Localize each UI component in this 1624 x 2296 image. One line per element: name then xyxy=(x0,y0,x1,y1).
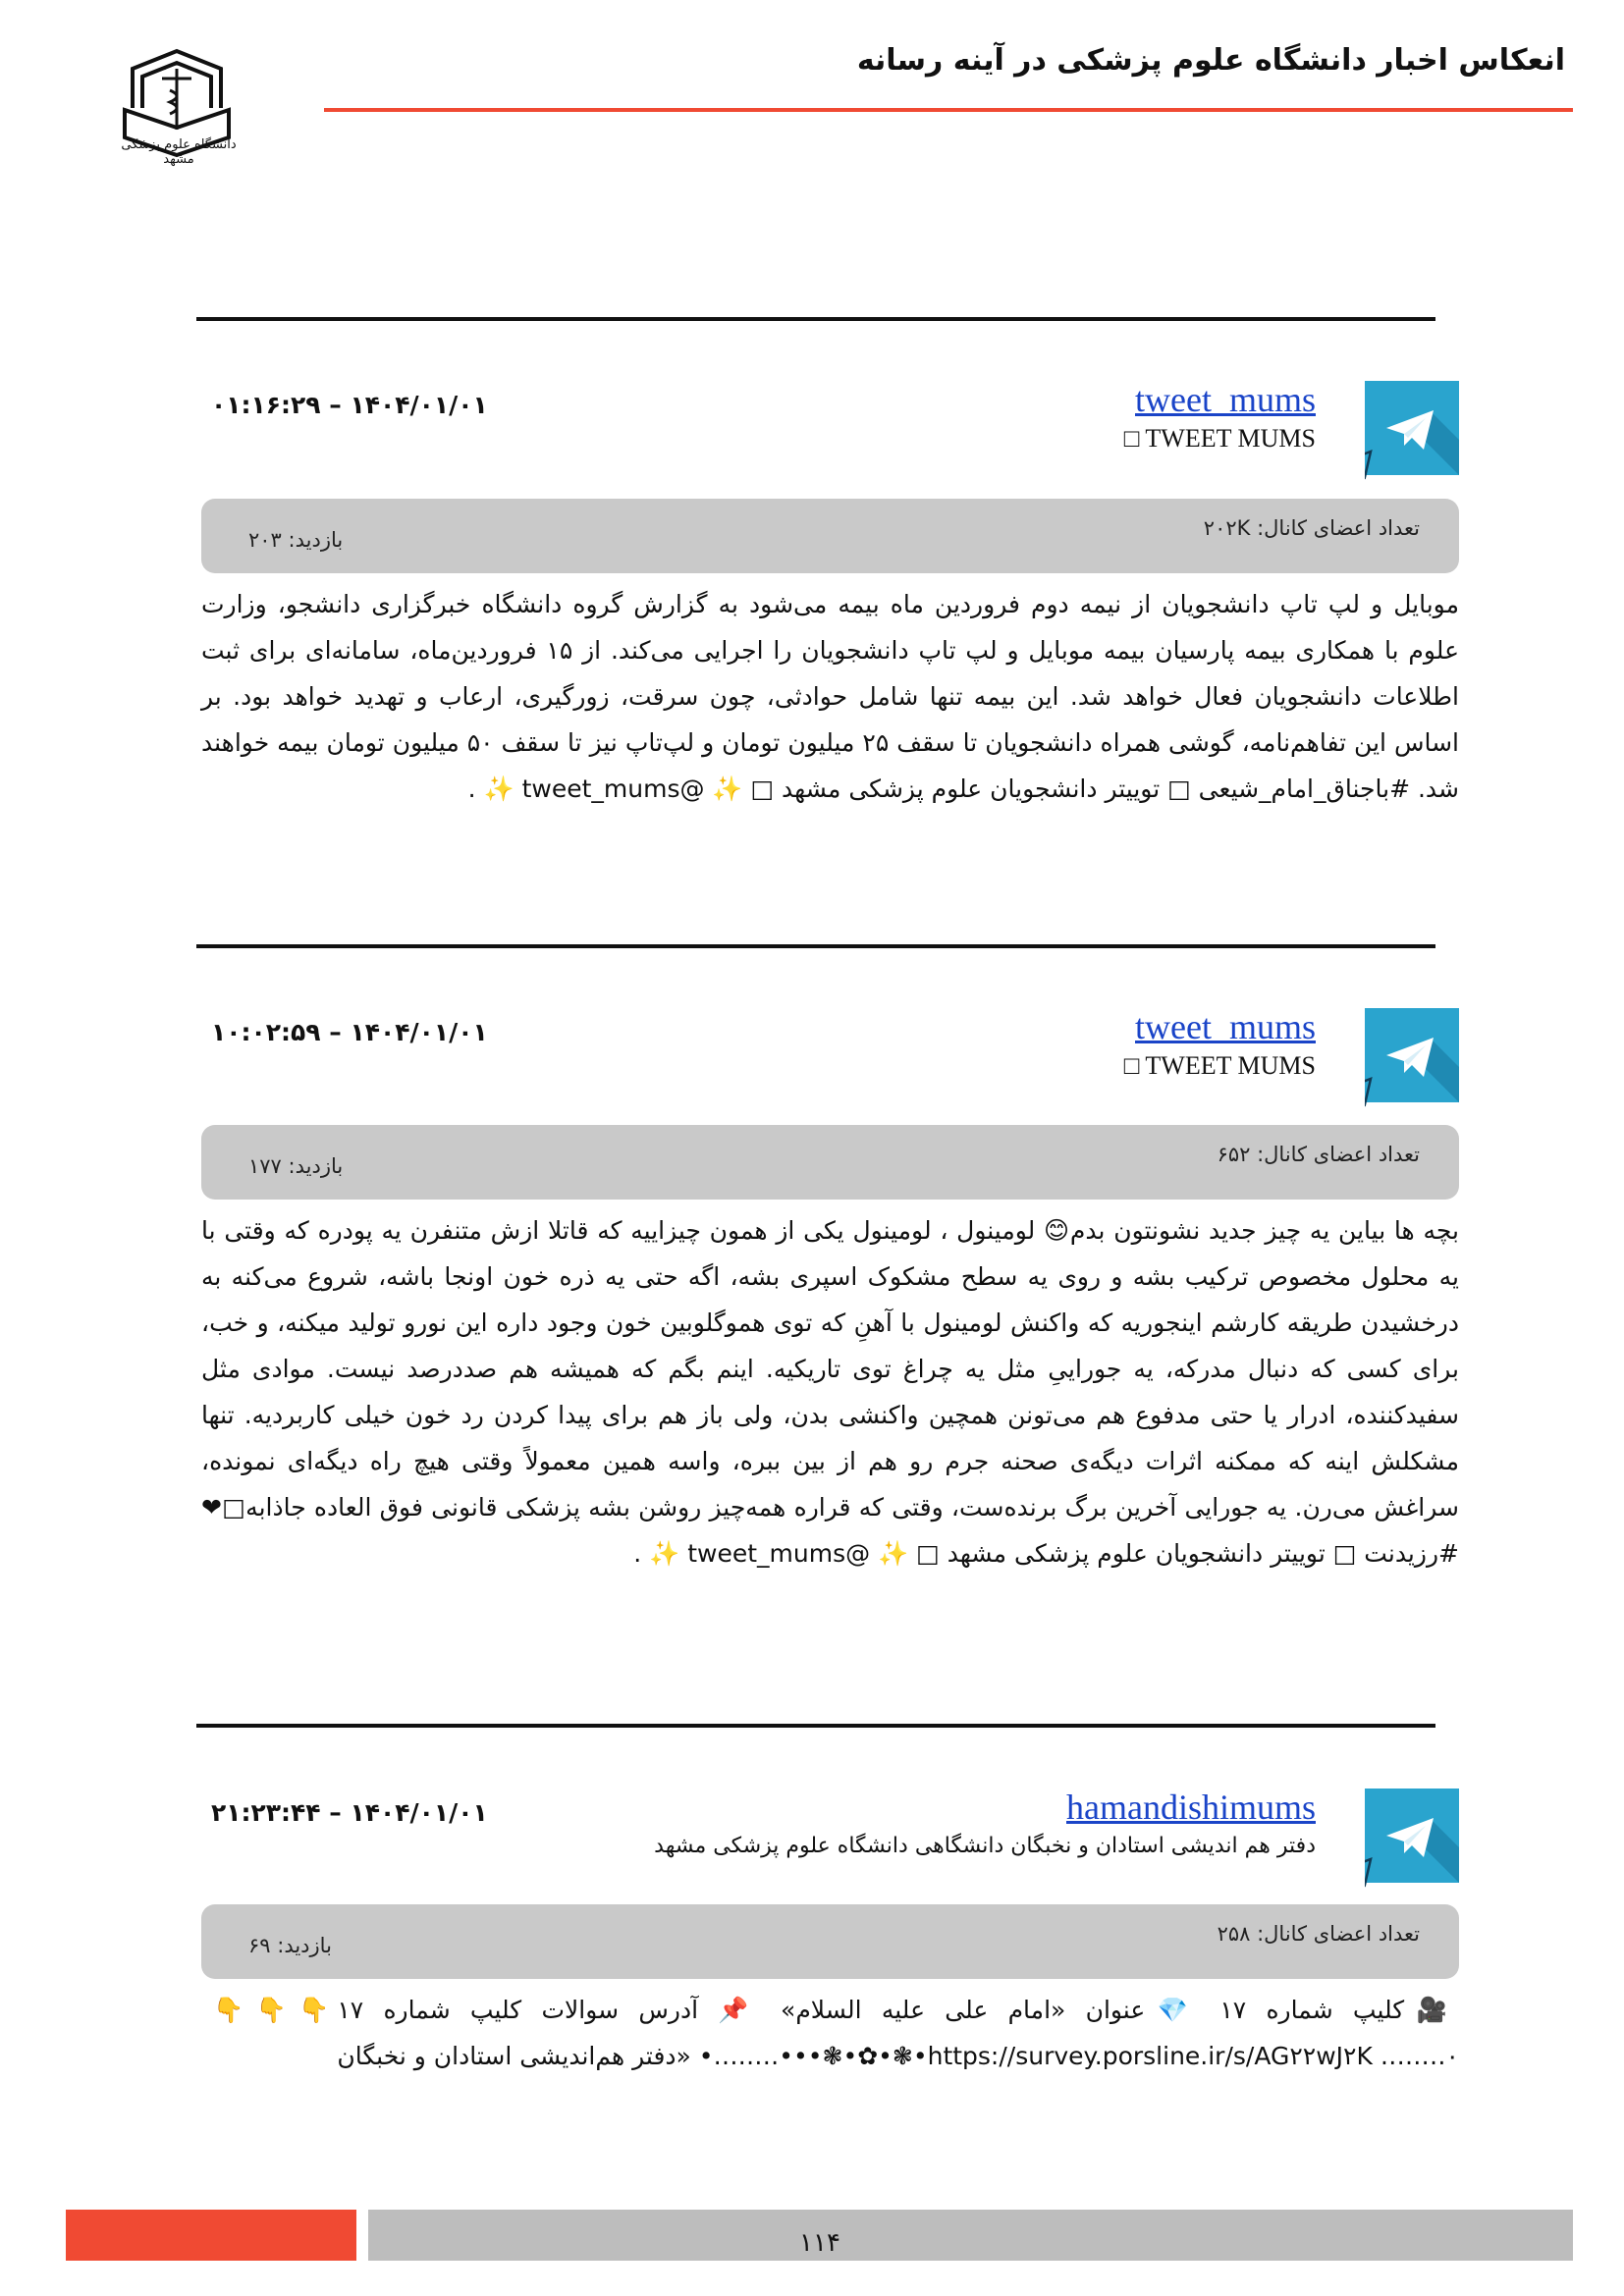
post-divider xyxy=(196,1724,1435,1728)
post-divider xyxy=(196,317,1435,321)
post-body-text: 🎥کلیپ شماره ۱۷ 💎عنوان «امام علی علیه السلام» 📌 آدرس سوالات کلیپ شماره ۱۷ 👇👇👇 https://survey.porsline.ir/s/AG۲۲wJ۲K ‥‥‥‥۰•❃•✿•❃•••‥‥‥‥• «دفتر هم‌اندیشی استادان و نخبگان xyxy=(201,1996,1459,2070)
channel-subtitle: دفتر هم اندیشی استادان و نخبگان دانشگاهی دانشگاه علوم پزشکی مشهد xyxy=(654,1834,1316,1858)
page-number: ۱۱۴ xyxy=(799,2228,840,2258)
channel-subtitle: □ TWEET MUMS xyxy=(1123,1051,1316,1080)
post-views-count: بازدید: ۲۰۳ xyxy=(248,528,344,552)
channel-members-count: تعداد اعضای کانال: ۲۰۲K xyxy=(1203,516,1420,540)
post-stats-bar xyxy=(201,499,1459,573)
channel-name-link[interactable]: hamandishimums xyxy=(1066,1788,1316,1827)
channel-name-link[interactable]: tweet_mums xyxy=(1135,380,1316,419)
page-header-title: انعکاس اخبار دانشگاه علوم پزشکی در آینه رسانه xyxy=(856,43,1565,78)
post-views-count: بازدید: ۶۹ xyxy=(248,1934,332,1957)
post-body-text: موبایل و لپ تاپ دانشجویان از نیمه دوم فروردین ماه بیمه می‌شود به گزارش گروه دانشگاه خبرگزاری دانشجو، وزارت علوم با همکاری بیمه پارسیان بیمه موبایل و لپ تاپ دانشجویان را اجرایی می‌کند. از ۱۵ فروردین‌ماه، سامانه‌ای برای ثبت اطلاعات دانشجویان فعال خواهد شد. این بیمه تنها شامل حوادثی، چون سرقت، زورگیری، ارعاب و تهدید خواهد بود. بر اساس این تفاهم‌نامه، گوشی همراه دانشجویان تا سقف ۲۵ میلیون تومان و لپ‌تاپ نیز تا سقف ۵۰ میلیون تومان بیمه خواهند شد. #باجناق_امام_شیعی □ توییتر دانشجویان علوم پزشکی مشهد □ ✨ @tweet_mums ✨ . xyxy=(201,590,1459,803)
header-divider xyxy=(324,108,1573,112)
telegram-icon xyxy=(1365,1789,1459,1883)
channel-name-link[interactable]: tweet_mums xyxy=(1135,1007,1316,1046)
footer-accent-bar xyxy=(66,2210,356,2261)
logo-caption: دانشگاه علوم پزشکی مشهد xyxy=(121,137,237,167)
channel-members-count: تعداد اعضای کانال: ۲۵۸ xyxy=(1217,1922,1420,1946)
post-datetime: ۰۱:۱۶:۲۹ – ۱۴۰۴/۰۱/۰۱ xyxy=(211,391,488,419)
post-datetime: ۲۱:۲۳:۴۴ – ۱۴۰۴/۰۱/۰۱ xyxy=(211,1798,488,1827)
post-datetime: ۱۰:۰۲:۵۹ – ۱۴۰۴/۰۱/۰۱ xyxy=(211,1018,488,1046)
post-divider xyxy=(196,944,1435,948)
post-stats-bar xyxy=(201,1125,1459,1200)
telegram-icon xyxy=(1365,1008,1459,1102)
channel-members-count: تعداد اعضای کانال: ۶۵۲ xyxy=(1217,1143,1420,1166)
post-stats-bar xyxy=(201,1904,1459,1979)
channel-subtitle: □ TWEET MUMS xyxy=(1123,424,1316,453)
post-views-count: بازدید: ۱۷۷ xyxy=(248,1154,344,1178)
telegram-icon xyxy=(1365,381,1459,475)
post-body-text: بچه ها بیاین یه چیز جدید نشونتون بدم😊 لومینول ، لومینول یکی از همون چیزاییه که قاتلا ازش متنفرن یه پودره که وقتی با یه محلول مخصوص ترکیب بشه و روی یه سطح مشکوک اسپری بشه، اگه حتی یه ذره خون اونجا باشه، شروع می‌کنه به درخشیدن طریقه کارشم اینجوریه که واکنش لومینول با آهنِ که توی هموگلوبین خون وجود داره این نورو تولید میکنه، و خب، برای کسی که دنبال مدرکه، یه جوراییِ مثل یه چراغ توی تاریکیه. اینم بگم که همیشه هم صددرصد نیست. موادی مثل سفیدکننده، ادرار یا حتی مدفوع هم می‌تونن همچین واکنشی بدن، ولی باز هم برای پیدا کردن رد خون خیلی کاربردیه. تنها مشکلش اینه که ممکنه اثرات دیگه‌ی صحنه جرم رو هم از بین ببره، واسه همین معمولاً وقتی هیچ راه دیگه‌ای نمونده، سراغش می‌رن. یه جورایی آخرین برگ برنده‌ست، وقتی که قراره همه‌چیز روشن بشه پزشکی قانونی فوق العاده جاذابه□❤ #رزیدنت □ توییتر دانشجویان علوم پزشکی مشهد □ ✨ @tweet_mums ✨ . xyxy=(201,1216,1459,1568)
